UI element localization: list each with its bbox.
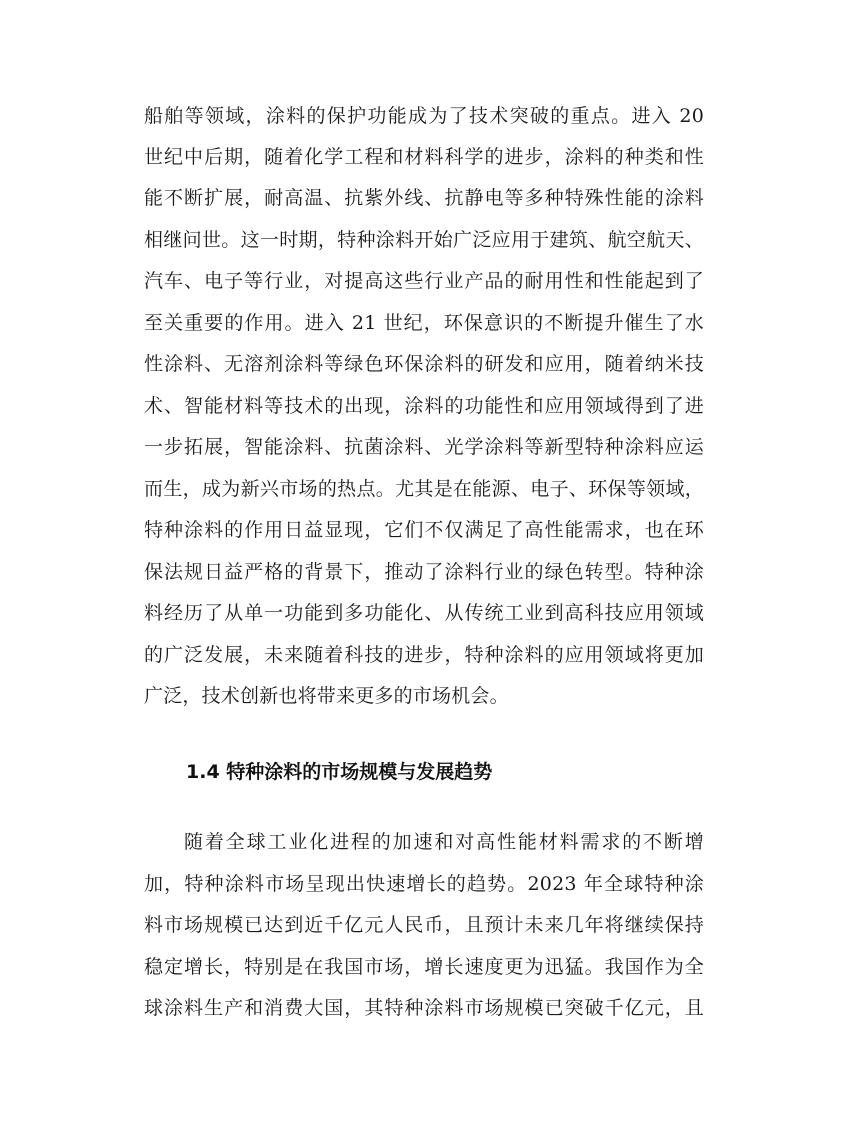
text-line: 至关重要的作用。进入 21 世纪，环保意识的不断提升催生了水 [144, 312, 704, 334]
text-line: 料经历了从单一功能到多功能化、从传统工业到高科技应用领域 [144, 602, 704, 624]
text-line: 而生，成为新兴市场的热点。尤其是在能源、电子、环保等领域， [144, 478, 704, 500]
text-line: 能不断扩展，耐高温、抗紫外线、抗静电等多种特殊性能的涂料 [144, 187, 704, 209]
text-line: 汽车、电子等行业，对提高这些行业产品的耐用性和性能起到了 [144, 270, 704, 292]
text-line: 性涂料、无溶剂涂料等绿色环保涂料的研发和应用，随着纳米技 [144, 353, 704, 375]
text-line: 的广泛发展，未来随着科技的进步，特种涂料的应用领域将更加 [144, 644, 704, 666]
text-line: 术、智能材料等技术的出现，涂料的功能性和应用领域得到了进 [144, 395, 704, 417]
text-line-indent: 随着全球工业化进程的加速和对高性能材料需求的不断增 [184, 831, 704, 853]
text-line: 世纪中后期，随着化学工程和材料科学的进步，涂料的种类和性 [144, 146, 704, 168]
text-line: 一步拓展，智能涂料、抗菌涂料、光学涂料等新型特种涂料应运 [144, 436, 704, 458]
text-line: 稳定增长，特别是在我国市场，增长速度更为迅猛。我国作为全 [144, 956, 704, 978]
text-line: 料市场规模已达到近千亿元人民币，且预计未来几年将继续保持 [144, 914, 704, 936]
section-heading: 1.4 特种涂料的市场规模与发展趋势 [186, 761, 493, 783]
text-line: 特种涂料的作用日益显现，它们不仅满足了高性能需求，也在环 [144, 519, 704, 541]
text-line: 相继问世。这一时期，特种涂料开始广泛应用于建筑、航空航天、 [144, 229, 704, 251]
text-line-last: 广泛，技术创新也将带来更多的市场机会。 [144, 685, 509, 707]
text-line: 加，特种涂料市场呈现出快速增长的趋势。2023 年全球特种涂 [144, 873, 704, 895]
text-line: 球涂料生产和消费大国，其特种涂料市场规模已突破千亿元，且 [144, 997, 704, 1019]
text-line: 船舶等领域，涂料的保护功能成为了技术突破的重点。进入 20 [144, 105, 704, 127]
text-line: 保法规日益严格的背景下，推动了涂料行业的绿色转型。特种涂 [144, 561, 704, 583]
